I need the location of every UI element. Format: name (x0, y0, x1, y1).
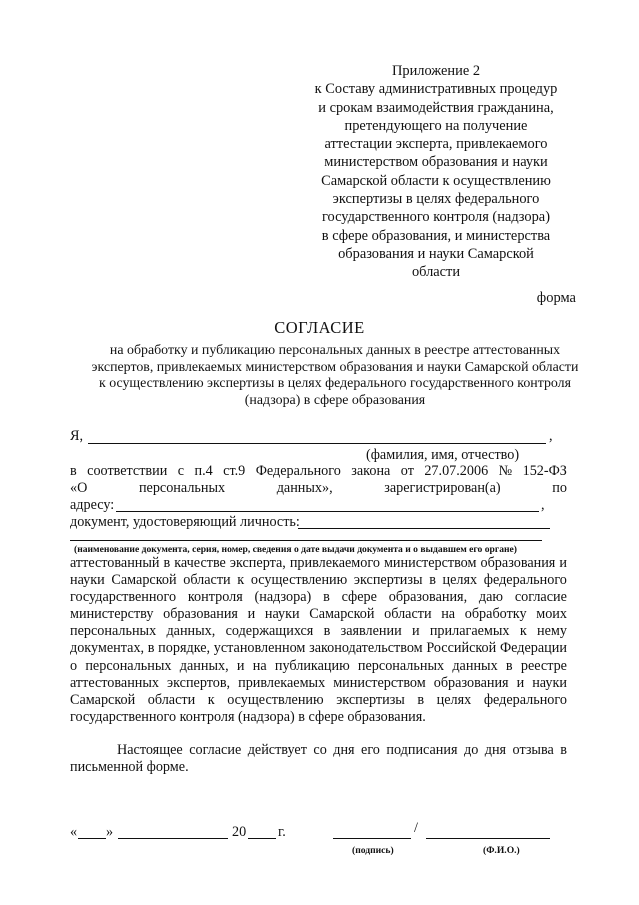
body-line (70, 589, 567, 606)
fio-comma: , (549, 428, 553, 444)
appendix-line: экспертизы в целях федерального (332, 191, 540, 208)
signature-field-line[interactable] (333, 838, 411, 839)
law-word: ст.9 (223, 463, 246, 479)
address-field-line[interactable] (116, 511, 539, 512)
body-word: документах, (70, 640, 145, 657)
body-line (70, 640, 567, 657)
consent-body (70, 555, 567, 726)
i-label: Я, (70, 428, 84, 444)
appendix-line: Самарской области к осуществлению (321, 172, 551, 189)
body-word: экспертизы (336, 691, 405, 708)
body-word: подписания (386, 742, 458, 758)
body-word: науки (70, 572, 105, 589)
appendix-line: области (411, 264, 461, 281)
body-word: реестре (520, 657, 567, 674)
law-word: по (552, 480, 567, 496)
signature-slash: / (414, 820, 418, 836)
body-word: нему (537, 623, 567, 640)
date-quote-open: « (70, 824, 78, 840)
subtitle-line: экспертов, привлекаемых министерством образования и науки Самарской области (91, 359, 579, 375)
body-word: со (313, 742, 327, 758)
law-word: Федерального (255, 463, 341, 479)
body-word: целях (436, 691, 472, 708)
body-word: к (207, 691, 215, 708)
appendix-line: и срокам взаимодействия гражданина, (318, 99, 554, 116)
signature-caption: (подпись) (352, 845, 394, 856)
month-field-line[interactable] (118, 838, 228, 839)
body-word: науки (264, 606, 300, 623)
law-line (70, 463, 567, 480)
body-word: науки (532, 674, 567, 691)
body-word: эксперта, (229, 555, 286, 571)
body-word: аттестованный (70, 555, 160, 571)
body-word: сфере (341, 589, 377, 606)
body-word: и (411, 623, 420, 640)
document-label: документ, удостоверяющий личность: (70, 514, 300, 530)
law-line-2 (70, 480, 567, 497)
body-word: Самарской (70, 691, 136, 708)
law-word: данных», (276, 480, 333, 496)
body-word: Настоящее (117, 742, 183, 758)
body-word: к (237, 572, 245, 589)
document-subtitle (50, 343, 620, 410)
body-word: министерством (383, 555, 477, 571)
body-word: области (147, 691, 196, 708)
appendix-header (296, 62, 576, 282)
address-label: адресу: (70, 497, 115, 513)
fio-caption: (Ф.И.О.) (483, 845, 520, 856)
body-word: на (252, 657, 267, 674)
body-word: его (361, 742, 380, 758)
document-title: СОГЛАСИЕ (274, 318, 365, 337)
subtitle-line: на обработку и публикацию персональных данных в реестре аттестованных (109, 343, 561, 358)
body-word: экспертизы (353, 572, 423, 589)
body-word: о (70, 657, 78, 674)
law-word: с (177, 463, 185, 479)
validity-paragraph (70, 742, 567, 776)
body-word: действует (247, 742, 307, 758)
body-word: в (417, 691, 425, 708)
body-word: персональных (357, 657, 445, 674)
body-word: к (519, 623, 527, 640)
law-word: 152-ФЗ (522, 463, 567, 479)
law-word: персональных (138, 480, 226, 496)
body-word: осуществлению (227, 691, 324, 708)
law-word: закона (351, 463, 391, 479)
law-word: 27.07.2006 (424, 463, 489, 479)
body-word: и (559, 555, 567, 571)
subtitle-line: (надзора) в сфере образования (244, 393, 426, 409)
body-word: публикацию (274, 657, 350, 674)
document-hint: (наименование документа, серия, номер, сведения о дате выдачи документа и о выдавшем его органе) (74, 544, 517, 555)
body-word: экспертов, (167, 674, 231, 691)
appendix-line: министерством образования и науки (324, 154, 548, 171)
body-word: в (429, 572, 436, 589)
law-word: п.4 (194, 463, 213, 479)
law-word: в (70, 463, 77, 479)
body-line (70, 555, 567, 572)
body-word: государственного (70, 589, 177, 606)
body-word: данных (452, 657, 498, 674)
body-line (70, 572, 567, 589)
law-word: № (498, 463, 513, 479)
body-word: министерству (70, 606, 154, 623)
body-word: целях (442, 572, 478, 589)
body-word: законодательством (309, 640, 423, 657)
body-word: (надзора) (254, 589, 312, 606)
body-word: качестве (174, 555, 226, 571)
body-word: образования (163, 606, 238, 623)
body-word: контроля (187, 589, 243, 606)
body-word: в (323, 623, 331, 640)
fio-field-line[interactable] (88, 443, 546, 444)
subtitle-line: к осуществлению экспертизы в целях федерального государственного контроля (98, 376, 571, 392)
body-word: даю (478, 589, 504, 606)
body-word: дня (333, 742, 355, 758)
body-word: в (505, 657, 513, 674)
body-word: Федерации (499, 640, 567, 657)
appendix-line: претендующего на получение (344, 117, 528, 134)
appendix-line: к Составу административных процедур (314, 81, 558, 98)
body-word: прилагаемых (429, 623, 510, 640)
appendix-line: Приложение 2 (391, 63, 481, 79)
day-field-line[interactable] (78, 838, 106, 839)
body-word: привлекаемого (289, 555, 380, 571)
law-word: от (400, 463, 414, 479)
body-word: данных, (179, 657, 229, 674)
body-line (70, 692, 567, 709)
body-word: Самарской (111, 572, 177, 589)
body-word: согласие (189, 742, 242, 758)
body-word: аттестованных (70, 674, 160, 691)
form-label: форма (536, 290, 576, 306)
body-word: образования (433, 674, 509, 691)
appendix-line: образования и науки Самарской (338, 245, 534, 262)
body-word: порядке, (158, 640, 211, 657)
body-line (70, 606, 567, 623)
body-word: министерством (333, 674, 426, 691)
body-word: Самарской (309, 606, 375, 623)
fio-signature-field-line[interactable] (426, 838, 550, 839)
body-word: и (516, 674, 525, 691)
year-field-line[interactable] (248, 838, 276, 839)
body-word: образования, (388, 589, 468, 606)
body-word: согласие (514, 589, 567, 606)
law-word: соответствии (87, 463, 168, 479)
body-line (70, 675, 567, 692)
body-word: установленном (213, 640, 306, 657)
fio-hint: (фамилия, имя, отчество) (366, 447, 520, 463)
body-word: федерального (483, 691, 567, 708)
address-comma: , (541, 497, 545, 513)
body-word: и (247, 606, 256, 623)
body-word: образования (480, 555, 556, 571)
body-word: Российской (426, 640, 497, 657)
appendix-line: аттестации эксперта, привлекаемого (324, 136, 548, 153)
appendix-line: в сфере образования, и министерства (321, 227, 551, 244)
body-word: в (147, 640, 155, 657)
body-word: моих (536, 606, 567, 623)
body-word: и (236, 657, 245, 674)
body-word: осуществлению (250, 572, 348, 589)
appendix-line: государственного контроля (надзора) (322, 209, 550, 226)
document-field-line-2[interactable] (70, 540, 542, 541)
body-line (70, 658, 567, 675)
body-word: на (441, 606, 456, 623)
body-word: федерального (483, 572, 567, 589)
year-suffix: г. (278, 824, 286, 840)
body-word: до (463, 742, 479, 758)
law-word: зарегистрирован(а) (384, 480, 501, 496)
body-word: обработку (464, 606, 527, 623)
body-word: данных, (166, 623, 216, 640)
validity-line-1 (70, 742, 567, 759)
body-last-line: государственного контроля (надзора) в сфере образования. (70, 708, 426, 725)
body-line (70, 623, 567, 640)
body-word: отзыва (512, 742, 554, 758)
year-prefix: 20 (232, 824, 247, 840)
law-word: «О (70, 480, 88, 496)
body-word: содержащихся (225, 623, 314, 640)
body-word: привлекаемых (238, 674, 326, 691)
validity-line-2: письменной форме. (70, 759, 189, 776)
body-word: персональных (85, 657, 172, 674)
body-word: области (183, 572, 231, 589)
body-word: области (384, 606, 432, 623)
date-quote-close: » (106, 824, 114, 840)
document-field-line[interactable] (298, 528, 550, 529)
body-word: в (163, 555, 171, 571)
body-word: в (560, 742, 567, 758)
body-word: заявлении (340, 623, 402, 640)
body-word: дня (484, 742, 507, 758)
body-word: в (323, 589, 330, 606)
body-word: персональных (70, 623, 157, 640)
